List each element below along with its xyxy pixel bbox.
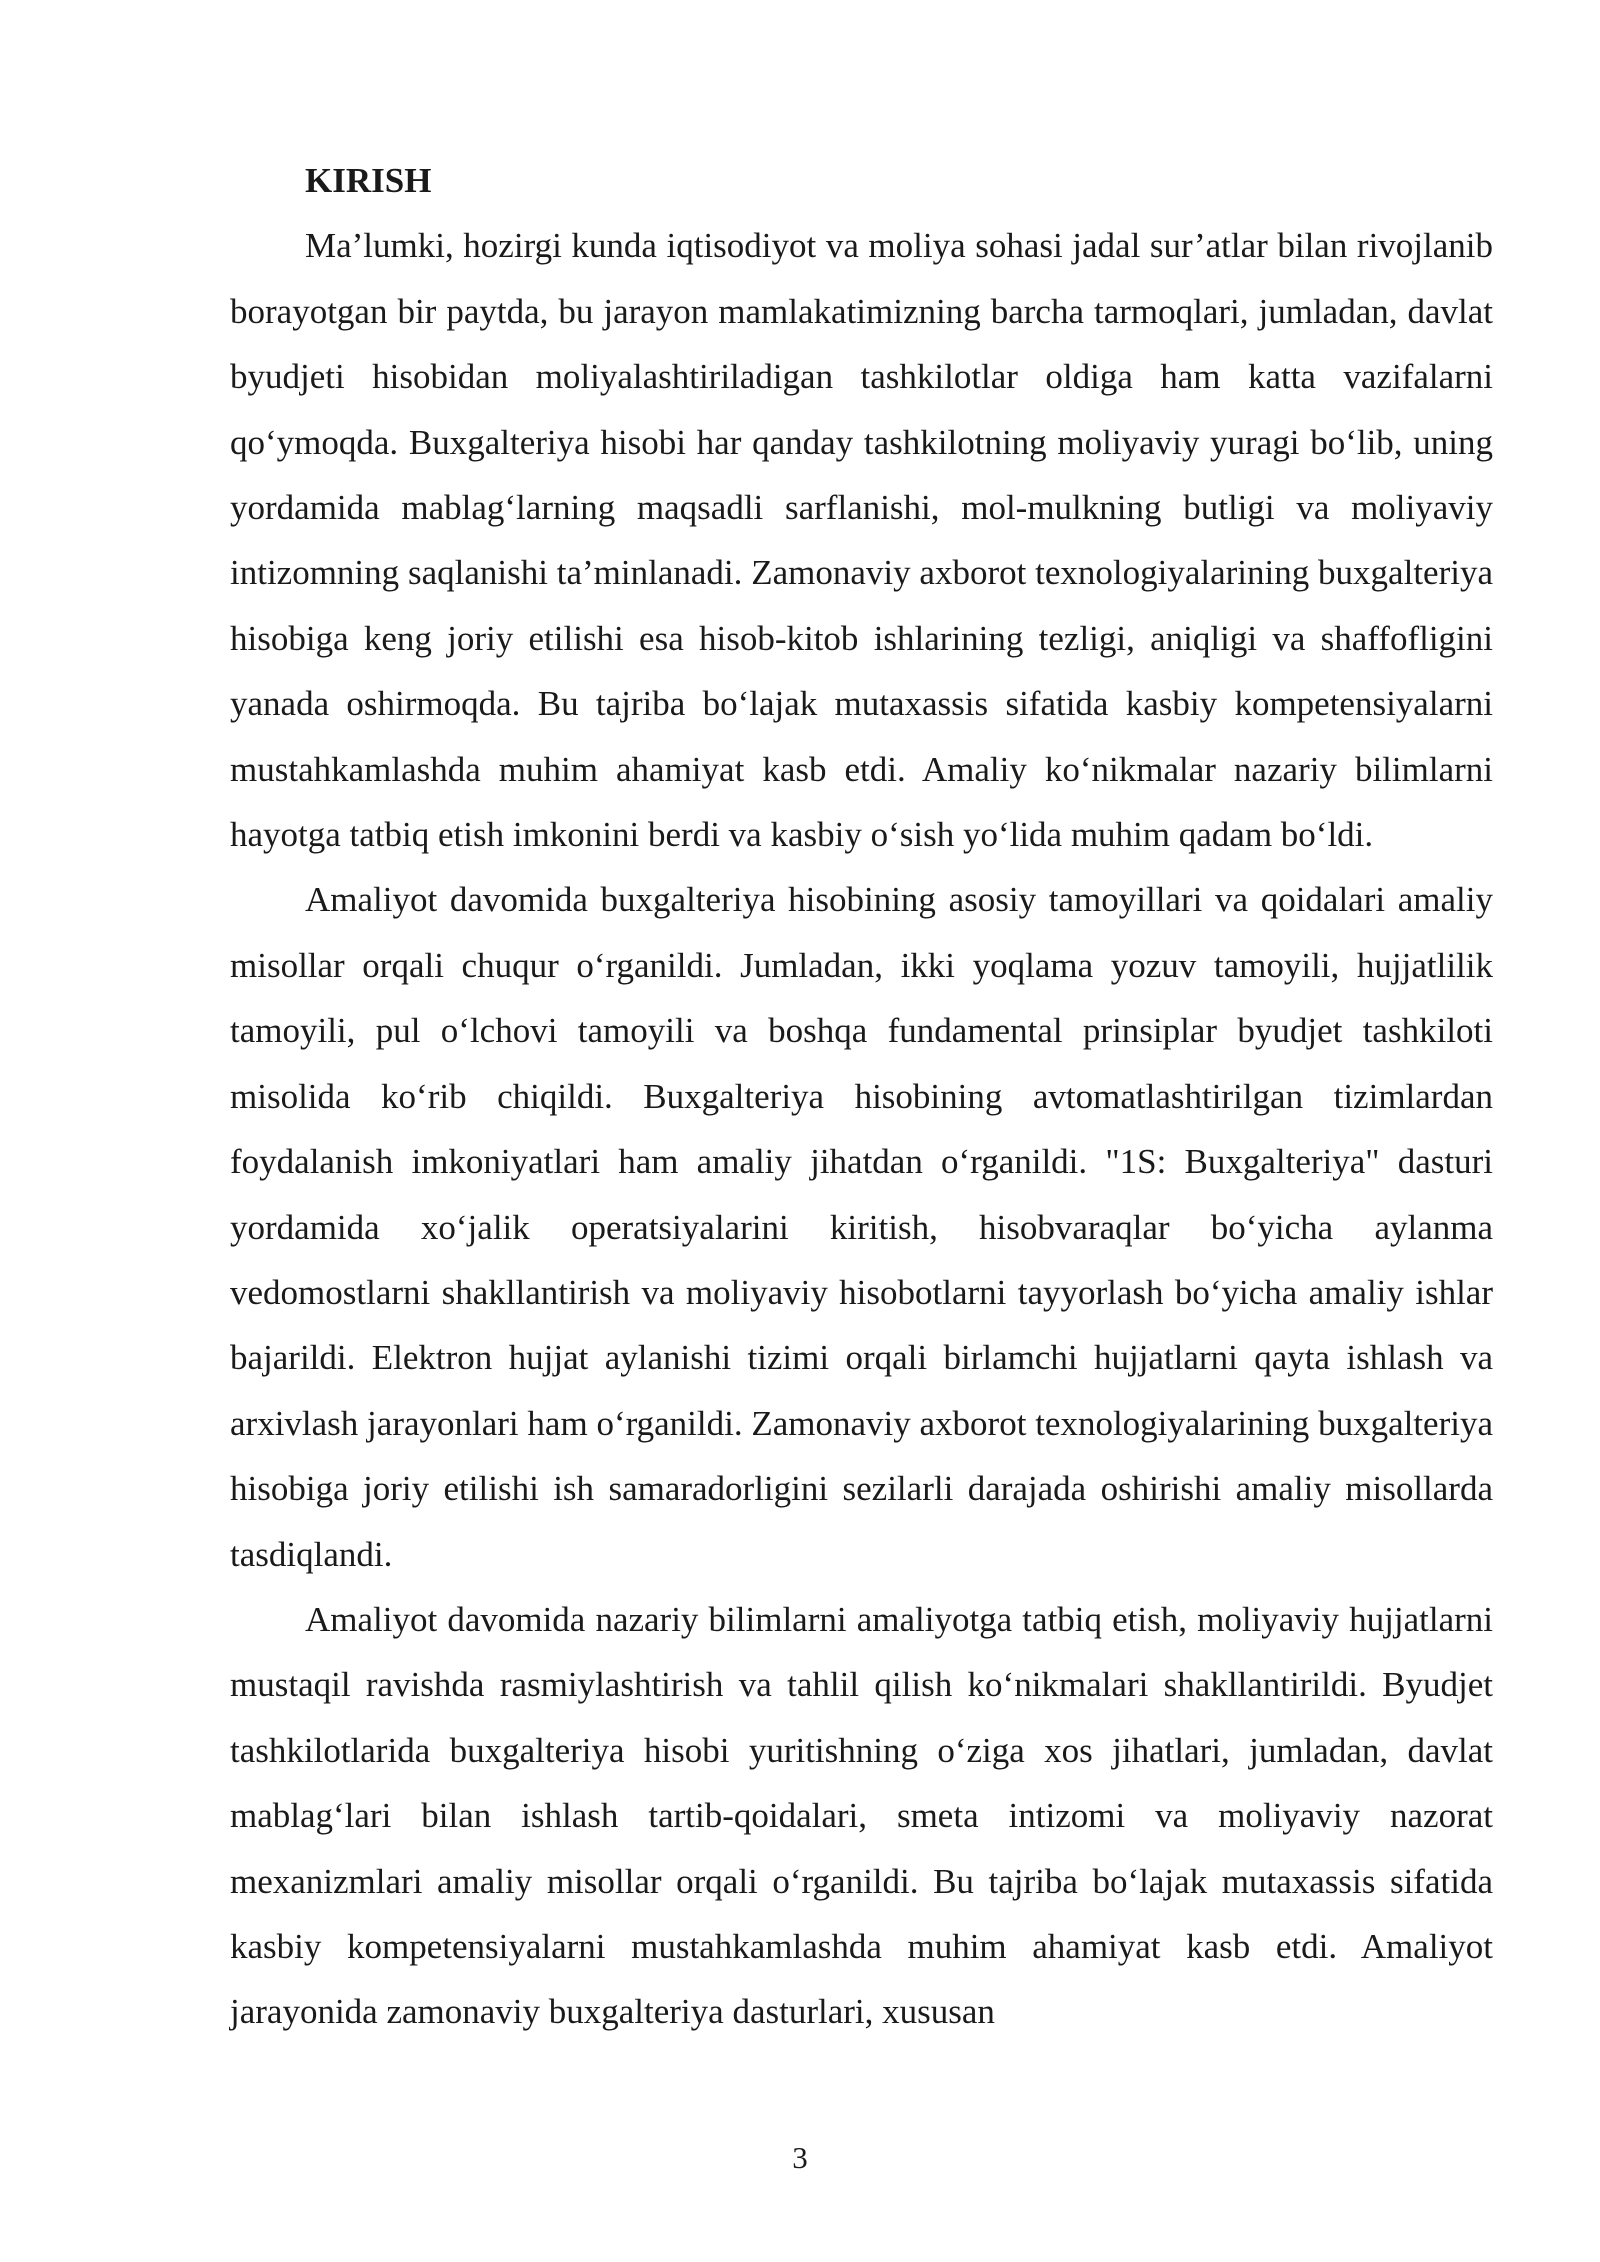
paragraph-3: Amaliyot davomida nazariy bilimlarni amaliyotga tatbiq etish, moliyaviy hujjatlarni mustaqil ravishda rasmiylashtirish va tahlil qilish ko‘nikmalari shakllantirildi. Byudjet tashkilotlarida buxgalteriya hisobi yuritishning o‘ziga xos jihatlari, jumladan, davlat mablag‘lari bilan ishlash tartib-qoidalari, smeta intizomi va moliyaviy nazorat mexanizmlari amaliy misollar orqali o‘rganildi. Bu tajriba bo‘lajak mutaxassis sifatida kasbiy kompetensiyalarni mustahkamlashda muhim ahamiyat kasb etdi. Amaliyot jarayonida zamonaviy buxgalteriya dasturlari, xususan [230,1599,1493,2032]
paragraph-2: Amaliyot davomida buxgalteriya hisobining asosiy tamoyillari va qoidalari amaliy misollar orqali chuqur o‘rganildi. Jumladan, ikki yoqlama yozuv tamoyili, hujjatlilik tamoyili, pul o‘lchovi tamoyili va boshqa fundamental prinsiplar byudjet tashkiloti misolida ko‘rib chiqildi. Buxgalteriya hisobining avtomatlashtirilgan tizimlardan foydalanish imkoniyatlari ham amaliy jihatdan o‘rganildi. "1S: Buxgalteriya" dasturi yordamida xo‘jalik operatsiyalarini kiritish, hisobvaraqlar bo‘yicha aylanma vedomostlarni shakllantirish va moliyaviy hisobotlarni tayyorlash bo‘yicha amaliy ishlar bajarildi. Elektron hujjat aylanishi tizimi orqali birlamchi hujjatlarni qayta ishlash va arxivlash jarayonlari ham o‘rganildi. Zamonaviy axborot texnologiyalarining buxgalteriya hisobiga joriy etilishi ish samaradorligini sezilarli darajada oshirishi amaliy misollarda tasdiqlandi. [230,880,1493,1574]
section-heading: KIRISH [305,161,432,200]
page-number: 3 [792,2140,808,2175]
paragraph-1: Ma’lumki, hozirgi kunda iqtisodiyot va moliya sohasi jadal sur’atlar bilan rivojlanib borayotgan bir paytda, bu jarayon mamlakatimizning barcha tarmoqlari, jumladan, davlat byudjeti hisobidan moliyalashtiriladigan tashkilotlar oldiga ham katta vazifalarni qo‘ymoqda. Buxgalteriya hisobi har qanday tashkilotning moliyaviy yuragi bo‘lib, uning yordamida mablag‘larning maqsadli sarflanishi, mol-mulkning butligi va moliyaviy intizomning saqlanishi ta’minlanadi. Zamonaviy axborot texnologiyalarining buxgalteriya hisobiga keng joriy etilishi esa hisob-kitob ishlarining tezligi, aniqligi va shaffofligini yanada oshirmoqda. Bu tajriba bo‘lajak mutaxassis sifatida kasbiy kompetensiyalarni mustahkamlashda muhim ahamiyat kasb etdi. Amaliy ko‘nikmalar nazariy bilimlarni hayotga tatbiq etish imkonini berdi va kasbiy o‘sish yo‘lida muhim qadam bo‘ldi. [230,226,1493,855]
document-page [230,148,1493,2045]
